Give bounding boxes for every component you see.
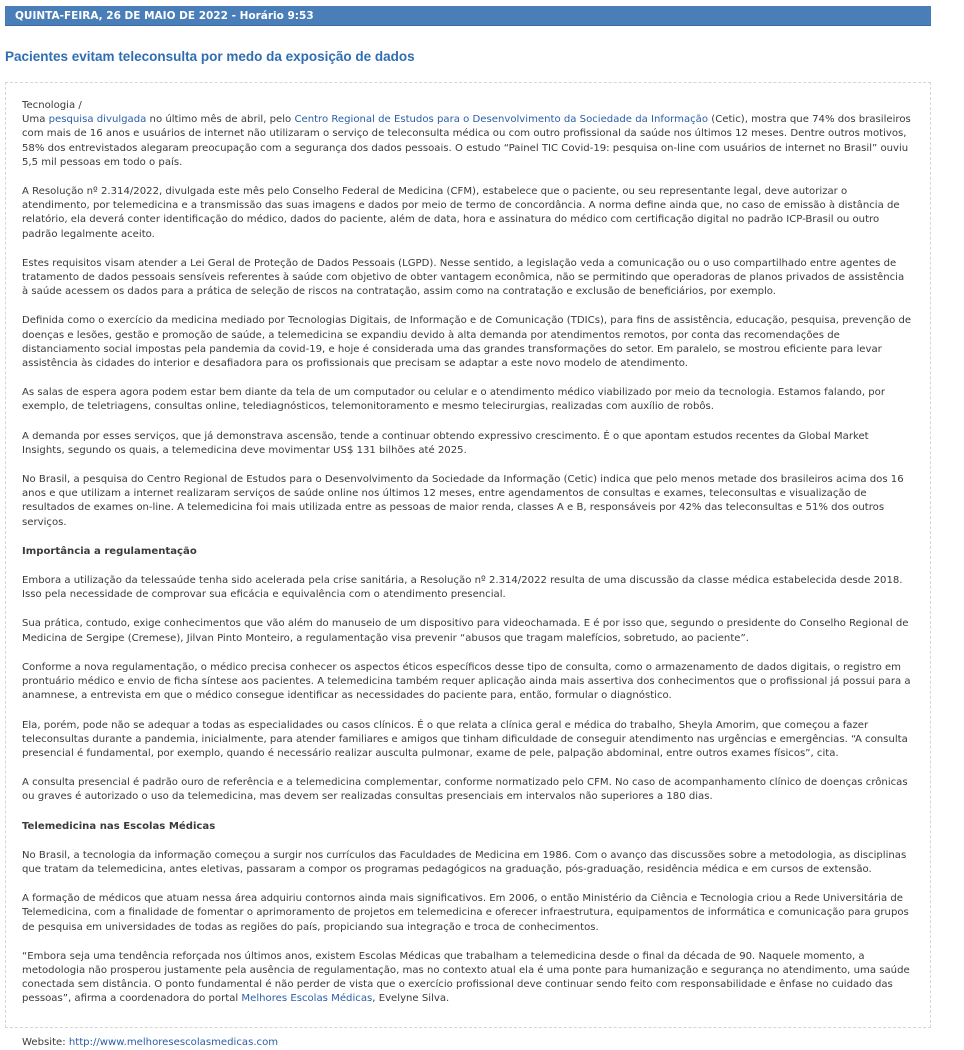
date-bar (5, 6, 931, 26)
paragraph: A formação de médicos que atuam nessa área adquiriu contornos ainda mais significativos. Em 2006, o então Ministério da Ciência e Tecnologia criou a Rede Universitária de Telemedicina, com a finalidade de fomentar o aprimoramento de projetos em telemedicina e oferecer infraestrutura, equipamentos de informática e comunicação para grupos de pesquisa em universidades de todas as regiões do país, propiciando sua integração e troca de conhecimentos. (22, 893, 909, 933)
paragraph: Estes requisitos visam atender a Lei Geral de Proteção de Dados Pessoais (LGPD). Nesse sentido, a legislação veda a comunicação ou o uso compartilhado entre agentes de tratamento de dados pessoais sensíveis referentes à saúde com objetivo de obter vantagem econômica, não se permitindo que operadoras de planos privados de assistência à saúde acessem os dados para a prática de seleção de riscos na contratação, assim como na contratação e exclusão de beneficiários, por exemplo. (22, 257, 905, 298)
paragraph-intro (22, 99, 912, 170)
paragraph: Sua prática, contudo, exige conhecimentos que vão além do manuseio de um dispositivo para videochamada. E é por isso que, segundo o presidente do Conselho Regional de Medicina de Sergipe (Cremese), Jilvan Pinto Monteiro, a regulamentação visa prevenir “abusos que tragam malefícios, sobretudo, ao paciente”. (22, 618, 909, 644)
cetic-link[interactable]: Centro Regional de Estudos para o Desenvolvimento da Sociedade da Informação (294, 114, 709, 126)
paragraph-text: (Cetic), mostra que 74% dos brasileiros com mais de 16 anos e usuários de internet não utilizaram o serviço de teleconsulta médica ou com outro profissional da saúde nos últimos 12 meses. Dentre outros motivos, 58% dos entrevistados alegaram preocupação com a segurança dos dados pessoais. O estudo “Painel TIC Covid-19: pesquisa on-line com usuários de internet no Brasil” ouviu 5,5 mil pessoas em todo o país. (22, 114, 911, 168)
article-body (5, 82, 931, 1048)
article-title: Pacientes evitam teleconsulta por medo da exposição de dados (5, 49, 415, 64)
paragraph: A consulta presencial é padrão ouro de referência e a telemedicina complementar, conforme normatizado pelo CFM. No caso de acompanhamento clínico de doenças crônicas ou graves é autorizado o uso da telemedicina, mas devem ser realizadas consultas presenciais em intervalos não superiores a 180 dias. (22, 777, 908, 803)
survey-link[interactable]: pesquisa divulgada (48, 114, 147, 126)
paragraph: No Brasil, a tecnologia da informação começou a surgir nos currículos das Faculdades de Medicina em 1986. Com o avanço das discussões sobre a metodologia, as disciplinas que tratam da telemedicina, antes eletivas, passaram a compor os programas pedagógicos na graduação, pós-graduação, residência médica e em cursos de extensão. (22, 849, 907, 875)
paragraph: As salas de espera agora podem estar bem diante da tela de um computador ou celular e o atendimento médico viabilizado por meio da tecnologia. Estamos falando, por exemplo, de teletriagens, consultas online, telediagnósticos, telemonitoramento e mesmo telecirurgias, realizadas com auxílio de robôs. (22, 387, 886, 413)
paragraph-text: Uma (22, 114, 49, 126)
section-heading: Importância a regulamentação (22, 545, 197, 557)
paragraph: Conforme a nova regulamentação, o médico precisa conhecer os aspectos éticos específicos desse tipo de consulta, como o armazenamento de dados digitais, o registro em prontuário médico e envio de ficha síntese aos pacientes. A telemedicina também requer aplicação ainda mais assertiva dos conhecimentos que o profissional já possui para a anamnese, a entrevista em que o médico consegue identificar as necessidades do paciente para, então, formular o diagnóstico. (22, 661, 911, 702)
paragraph-text: “Embora seja uma tendência reforçada nos últimos anos, existem Escolas Médicas que trabalham a telemedicina desde o final da década de 90. Naquele momento, a metodologia não prosperou justamente pela ausência de regulamentação, mas no contexto atual ela é uma ponte para humanização e segurança no atendimento, uma saúde conectada sem distância. O ponto fundamental é não perder de vista que o exercício profissional deve continuar sendo feito com responsabilidade e ênfase no cuidado das pessoas”, afirma a coordenadora do portal (22, 950, 910, 1005)
website-link[interactable]: http://www.melhoresescolasmedicas.com (68, 1036, 279, 1048)
melhores-escolas-link[interactable]: Melhores Escolas Médicas (241, 993, 373, 1005)
paragraph: No Brasil, a pesquisa do Centro Regional de Estudos para o Desenvolvimento da Sociedade da Informação (Cetic) indica que pelo menos metade dos brasileiros acima dos 16 anos e que utilizam a internet realizaram serviços de saúde online nos últimos 12 meses, entre agendamentos de consultas e exames, teleconsultas e visualização de resultados de exames on-line. A telemedicina foi mais utilizada entre as pessoas de maior renda, classes A e B, responsáveis por 42% das teleconsultas e 51% dos outros serviços. (22, 474, 904, 528)
paragraph-text: , Evelyne Silva. (372, 993, 450, 1005)
date-text: QUINTA-FEIRA, 26 DE MAIO DE 2022 - Horário 9:53 (15, 10, 314, 22)
paragraph: A Resolução nº 2.314/2022, divulgada este mês pelo Conselho Federal de Medicina (CFM), estabelece que o paciente, ou seu representante legal, deve autorizar o atendimento, por telemedicina e a transmissão das suas imagens e dados por meio de termo de concordância. A norma define ainda que, no caso de emissão à distância de relatório, ela deverá conter identificação do médico, dados do paciente, além de data, hora e assinatura do médico com certificação digital no padrão ICP-Brasil ou outro padrão legalmente aceito. (22, 186, 900, 240)
section-heading: Telemedicina nas Escolas Médicas (22, 820, 216, 832)
category-label: Tecnologia / (22, 100, 82, 111)
paragraph: Definida como o exercício da medicina mediado por Tecnologias Digitais, de Informação e de Comunicação (TDICs), para fins de assistência, educação, pesquisa, prevenção de doenças e lesões, gestão e promoção de saúde, a telemedicina se expandiu devido à alta demanda por atendimentos remotos, por conta das recomendações de distanciamento social impostas pela pandemia da covid-19, e hoje é considerada uma das grandes transformações do setor. Em paralelo, se mostrou eficiente para levar assistência às cidades do interior e desafiadora para os profissionais que precisam se adaptar a este novo modelo de atendimento. (22, 315, 912, 370)
paragraph: Embora a utilização da telessaúde tenha sido acelerada pela crise sanitária, a Resolução nº 2.314/2022 resulta de uma discussão da classe médica estabelecida desde 2018. Isso pela necessidade de comprovar sua eficácia e equivalência com o atendimento presencial. (22, 575, 903, 601)
website-label: Website: (22, 1036, 69, 1048)
paragraph-quote (22, 950, 912, 1007)
paragraph: Ela, porém, pode não se adequar a todas as especialidades ou casos clínicos. É o que relata a clínica geral e médica do trabalho, Sheyla Amorim, que começou a fazer teleconsultas durante a pandemia, inicialmente, para atender familiares e amigos que tinham dificuldade de conseguir atendimento nas urgências e emergências. “A consulta presencial é fundamental, por exemplo, quando é necessário realizar ausculta pulmonar, exame de pele, palpação abdominal, entre outros exames físicos”, cita. (22, 719, 908, 759)
paragraph-text: no último mês de abril, pelo (146, 114, 295, 126)
paragraph: A demanda por esses serviços, que já demonstrava ascensão, tende a continuar obtendo expressivo crescimento. É o que apontam estudos recentes da Global Market Insights, segundo os quais, a telemedicina deve movimentar US$ 131 bilhões até 2025. (22, 430, 869, 456)
